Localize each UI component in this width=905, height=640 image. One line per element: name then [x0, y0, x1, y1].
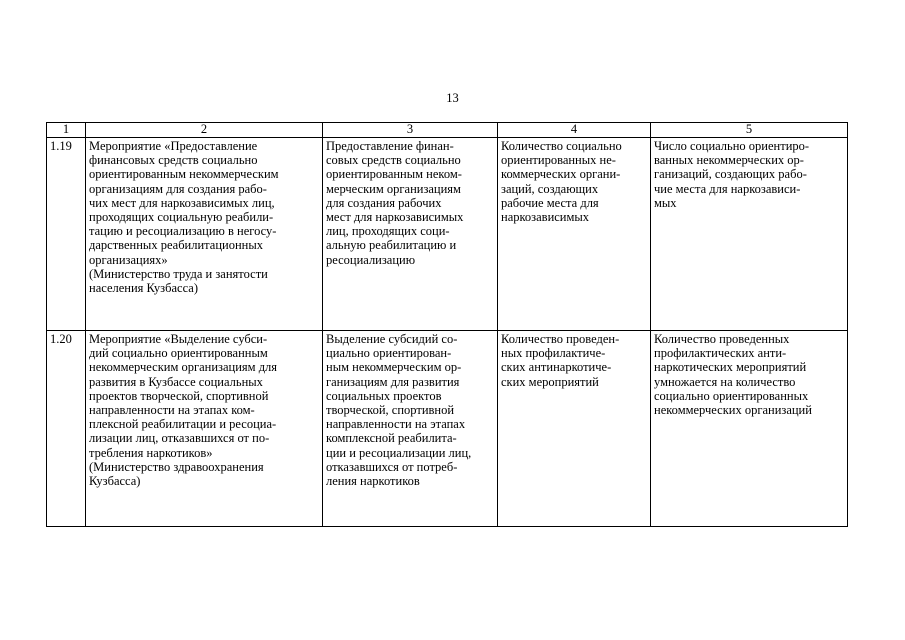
indicator-cell: Количество проведен- ных профилактиче- ских антинаркотиче- ских мероприятий	[498, 331, 651, 527]
page-number: 13	[446, 91, 459, 105]
description-cell: Выделение субсидий со- циально ориентирован- ным некоммерческим ор- ганизациям для развития социальных проектов творческой, спортивной направленности на этапах комплексной реабилита- ции и ресоциализации лиц, отказавшихся от потреб- ления наркотиков	[323, 331, 498, 527]
row-number: 1.20	[47, 331, 86, 527]
event-cell: Мероприятие «Выделение субси- дий социально ориентированным некоммерческим организациям для развития в Кузбассе социальных проектов творческой, спортивной направленности на этапах ком- плексной реабилитации и ресоциа- лизации лиц, отказавшихся от по- требления наркотиков» (Министерство здравоохранения Кузбасса)	[86, 331, 323, 527]
method-cell: Количество проведенных профилактических анти- наркотических мероприятий умножается на количество социально ориентированных некоммерческих организаций	[651, 331, 848, 527]
header-col-4: 4	[498, 123, 651, 138]
header-col-2: 2	[86, 123, 323, 138]
event-cell: Мероприятие «Предоставление финансовых средств социально ориентированным некоммерческим организациям для создания рабо- чих мест для наркозависимых лиц, проходящих социальную реабили- тацию и ресоциализацию в негосу- дарственных реабилитационных организациях» (Министерство труда и занятости населения Кузбасса)	[86, 138, 323, 331]
table-row	[47, 331, 848, 527]
header-col-3: 3	[323, 123, 498, 138]
header-col-1: 1	[47, 123, 86, 138]
program-table	[46, 122, 848, 527]
table-header-row	[47, 123, 848, 138]
header-col-5: 5	[651, 123, 848, 138]
table-row	[47, 138, 848, 331]
description-cell: Предоставление финан- совых средств социально ориентированным неком- мерческим организациям для создания рабочих мест для наркозависимых лиц, проходящих соци- альную реабилитацию и ресоциализацию	[323, 138, 498, 331]
method-cell: Число социально ориентиро- ванных некоммерческих ор- ганизаций, создающих рабо- чие места для наркозависи- мых	[651, 138, 848, 331]
row-number: 1.19	[47, 138, 86, 331]
indicator-cell: Количество социально ориентированных не- коммерческих органи- заций, создающих рабочие места для наркозависимых	[498, 138, 651, 331]
